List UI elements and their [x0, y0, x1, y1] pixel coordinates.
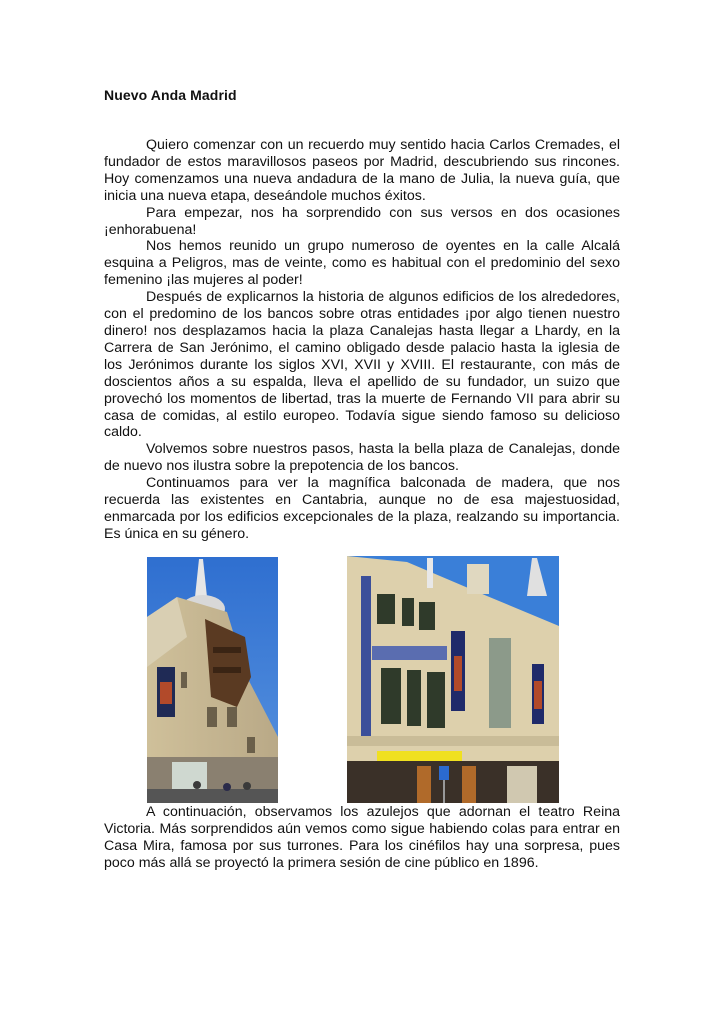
paragraph: Volvemos sobre nuestros pasos, hasta la bella plaza de Canalejas, donde de nuevo nos ilustra sobre la prepotencia de los bancos. [104, 441, 620, 475]
body-text-before-images [104, 137, 620, 543]
paragraph: Nos hemos reunido un grupo numeroso de oyentes en la calle Alcalá esquina a Peligros, mas de veinte, como es habitual con el predominio del sexo femenino ¡las mujeres al poder! [104, 238, 620, 289]
paragraph: Continuamos para ver la magnífica balconada de madera, que nos recuerda las existentes en Cantabria, aunque no de esa majestuosidad, enmarcada por los edificios excepcionales de la plaza, realzando su importancia. Es única en su género. [104, 475, 620, 542]
body-text-after-images [104, 804, 620, 872]
paragraph: Para empezar, nos ha sorprendido con sus versos en dos ocasiones ¡enhorabuena! [104, 204, 620, 238]
photo-teatro-reina-victoria [347, 556, 559, 803]
paragraph: A continuación, observamos los azulejos que adornan el teatro Reina Victoria. Más sorprendidos aún vemos como sigue habiendo colas para entrar en Casa Mira, famosa por sus turrones. Para los cinéfilos hay una sorpresa, pues poco más allá se proyectó la primera sesión de cine público en 1896. [104, 804, 620, 871]
photo-wooden-balcony-building [147, 557, 278, 803]
paragraph: Después de explicarnos la historia de algunos edificios de los alrededores, con el predomino de los bancos sobre otras entidades ¡por algo tienen nuestro dinero! nos desplazamos hacia la plaza Canalejas hasta llegar a Lhardy, en la Carrera de San Jerónimo, el camino obligado desde palacio hasta la iglesia de los Jerónimos durante los siglos XVI, XVII y XVIII. El restaurante, con más de doscientos años a su espalda, lleva el apellido de su fundador, un suizo que provechó los momentos de libertad, tras la muerte de Fernando VII para abrir su casa de comidas, al estilo europeo. Todavía sigue siendo famoso su delicioso caldo. [104, 289, 620, 441]
document-title: Nuevo Anda Madrid [104, 87, 237, 103]
paragraph: Quiero comenzar con un recuerdo muy sentido hacia Carlos Cremades, el fundador de estos maravillosos paseos por Madrid, descubriendo sus rincones. Hoy comenzamos una nueva andadura de la mano de Julia, la nueva guía, que inicia una nueva etapa, deseándole muchos éxitos. [104, 137, 620, 204]
